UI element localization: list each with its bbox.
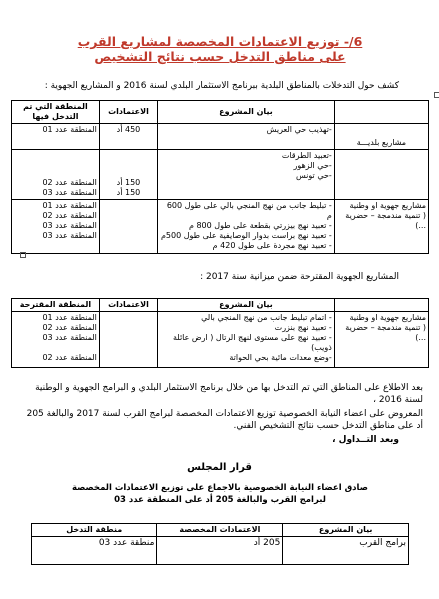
t1-row3-type: مشاريع جهوية او وطنية ( تنمية مندمجة – حضرية ...) xyxy=(334,200,428,254)
t2-header-project: بيان المشروع xyxy=(158,299,335,312)
table-2017-proposed xyxy=(11,298,429,368)
title-line-2: على مناطق التدخل حسب نتائج التشخيص xyxy=(94,49,346,64)
body-paragraph-2: المعروض على اعضاء النيابة الخصوصية توزيع الاعتمادات المخصصة لبرامج القرب لسنة 2017 والبالغة 205 أد على مناطق التدخل حسب نتائج التشخيص الفني. xyxy=(26,409,423,431)
page-title xyxy=(40,34,400,64)
t2-header-zone: المنطقة المقترحة xyxy=(12,299,100,312)
intro-text: كشف حول التدخلات بالمناطق البلدية ببرنامج الاستثمار البلدي لسنة 2016 و المشاريع الجهوية : xyxy=(44,81,399,91)
t2-row1-project: - اتمام تبليط جانب من نهج المنجي بالي - تعبيد نهج بنزرت - تعبيد نهج على مستوى لنهج الرتال ( ارض عائلة ذويب) -وضع معدات مائية بحي الحواتة xyxy=(158,312,335,368)
t1-row1-zone: المنطقة عدد 01 xyxy=(12,124,100,150)
t1-row2-project: -تعبيد الطرقات -حي الزهور -حي تونس xyxy=(158,150,335,200)
t1-header-type xyxy=(334,101,428,124)
t3-row-credit: 205 أد xyxy=(157,537,283,565)
t3-row-zone: منطقة عدد 03 xyxy=(32,537,157,565)
t1-header-credit: الاعتمادات xyxy=(99,101,157,124)
t1-header-zone: المنطقة التي تم التدخل فيها xyxy=(12,101,100,124)
t1-header-project: بيان المشروع xyxy=(158,101,335,124)
table-resize-mark xyxy=(20,252,26,258)
t1-row3-credit xyxy=(99,200,157,254)
t1-row3-project: - تبليط جانب من نهج المنجي بالي على طول 600 م - تعبيد نهج بيزرتي بقطعة على طول 800 م - تعبيد نهج براست بدوار الوصايفية على طول 500م - تعبيد نهج مجردة على طول 420 م xyxy=(158,200,335,254)
t1-row2-zone: المنطقة عدد 02 المنطقة عدد 03 xyxy=(12,150,100,200)
body-paragraph-3: وبعد التــداول ، xyxy=(332,435,399,445)
t2-header-credit: الاعتمادات xyxy=(99,299,157,312)
t1-row3-zone: المنطقة عدد 01 المنطقة عدد 02 المنطقة عدد 03 المنطقة عدد 03 xyxy=(12,200,100,254)
title-line-1: 6/- توزيع الاعتمادات المخصصة لمشاريع القرب xyxy=(77,34,363,49)
table-2016-interventions xyxy=(11,100,429,254)
t2-row1-credit xyxy=(99,312,157,368)
table-anchor-mark xyxy=(434,92,439,98)
section-2017-title: المشاريع الجهوية المقترحة ضمن ميزانية سنة 2017 : xyxy=(200,272,399,282)
t2-row1-zone: المنطقة عدد 01 المنطقة عدد 02 المنطقة عدد 03 المنطقة عدد 02 xyxy=(12,312,100,368)
t3-row-project: برامج القرب xyxy=(283,537,409,565)
body-paragraph-1: بعد الاطلاع على المناطق التي تم التدخل بها من خلال برنامج الاستثمار البلدي و البرامج الجهوية و الوطنية لسنة 2016 ، xyxy=(35,383,423,405)
t1-row2-credit: 150 أد 150 أد xyxy=(99,150,157,200)
t2-header-type xyxy=(334,299,428,312)
t1-row1-project: -تهذيب حي العريش xyxy=(158,124,335,150)
table-decision xyxy=(31,523,409,565)
decision-text: صادق اعضاء النيابة الخصوصية بالاجماع على توزيع الاعتمادات المخصصة لبرامج القرب والبالغة 205 أد على المنطقة عدد 03 xyxy=(72,483,368,505)
t3-header-credit: الاعتمادات المخصصة xyxy=(157,524,283,537)
t3-header-zone: منطقة التدخل xyxy=(32,524,157,537)
t1-row2-type xyxy=(334,150,428,200)
t1-row1-credit: 450 أد xyxy=(99,124,157,150)
t1-row1-type: مشاريع بلديـــة xyxy=(334,124,428,150)
t3-header-project: بيان المشروع xyxy=(283,524,409,537)
t2-row1-type: مشاريع جهوية او وطنية ( تنمية مندمجة – حضرية ...) xyxy=(334,312,428,368)
decision-title: قرار المجلس xyxy=(187,462,252,473)
